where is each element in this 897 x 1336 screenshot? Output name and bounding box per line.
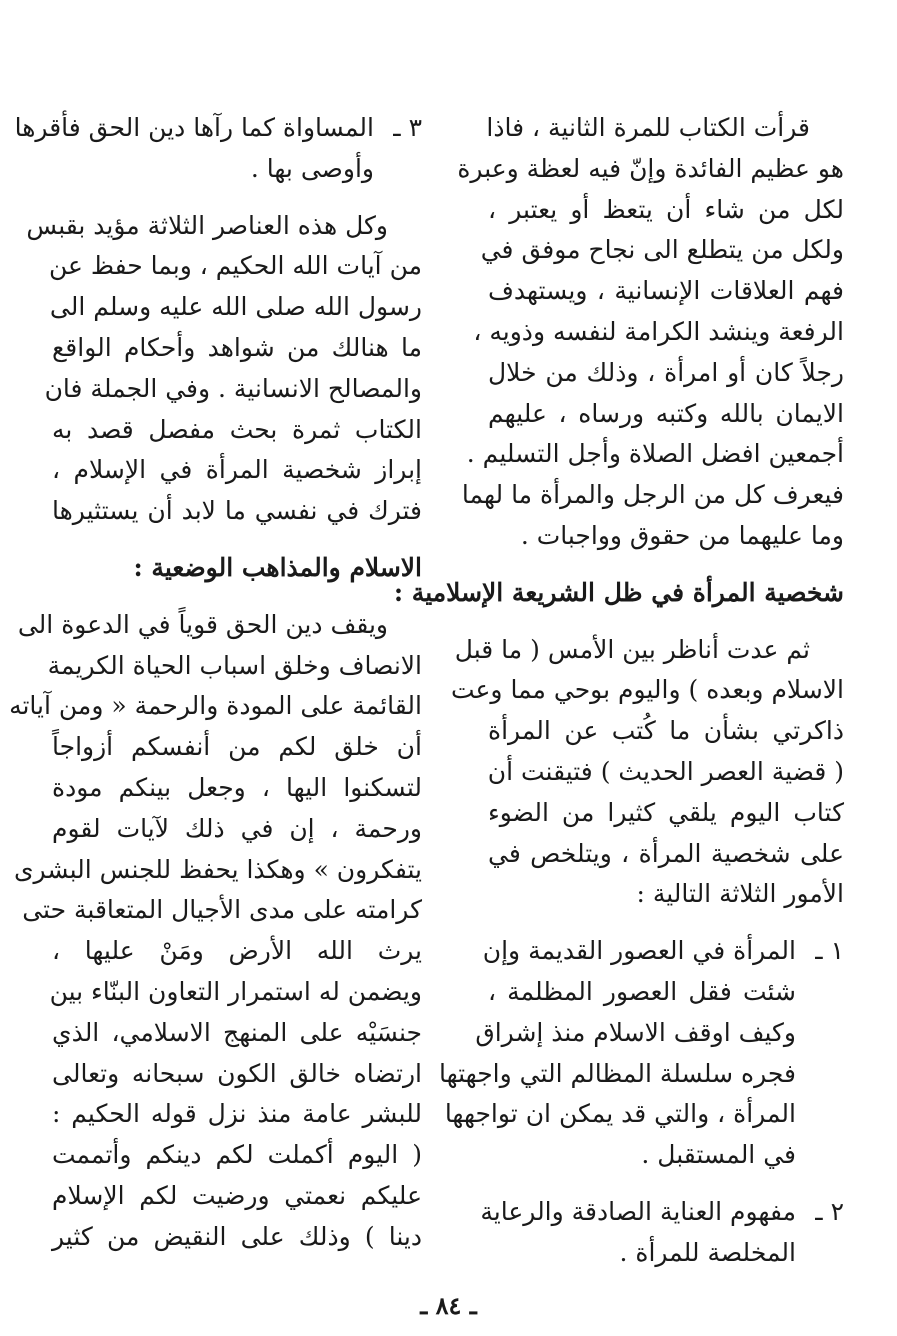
text-line: ارتضاه خالق الكون سبحانه وتعالى [52, 1058, 422, 1088]
text-line: إبراز شخصية المرأة في الإسلام ، [52, 455, 422, 485]
text-line: لكل من شاء أن يتعظ أو يعتبر ، [488, 194, 844, 224]
text-line: مفهوم العناية الصادقة والرعاية [480, 1196, 796, 1226]
text-line: الايمان بالله وكتبه ورساه ، عليهم [488, 398, 844, 428]
left-column [9, 108, 422, 1258]
text-line: شئت فقل العصور المظلمة ، [488, 976, 796, 1006]
text-line: في المستقبل . [641, 1140, 796, 1170]
text-line: ويقف دين الحق قوياً في الدعوة الى [17, 609, 388, 639]
text-line: وأوصى بها . [250, 153, 374, 183]
text-line: المرأة في العصور القديمة وإن [482, 936, 796, 966]
text-line: الرفعة وينشد الكرامة لنفسه وذويه ، [473, 316, 844, 346]
text-line: لتسكنوا اليها ، وجعل بينكم مودة [52, 772, 422, 802]
text-line: وما عليهما من حقوق وواجبات . [520, 520, 844, 550]
list-number: ١ ـ [815, 936, 844, 966]
text-line: ( قضية العصر الحديث ) فتيقنت أن [487, 756, 844, 786]
text-line: ( اليوم أكملت لكم دينكم وأتممت [52, 1140, 422, 1170]
text-line: فترك في نفسي ما لابد أن يستثيرها [52, 496, 422, 526]
text-line: المساواة كما رآها دين الحق فأقرها [14, 113, 374, 142]
text-line: ولكل من يتطلع الى نجاح موفق في [480, 235, 844, 265]
text-line: كتاب اليوم يلقي كثيرا من الضوء [488, 797, 844, 827]
left-para-2 [9, 605, 422, 1258]
list-number: ٣ ـ [393, 113, 422, 142]
text-line: ويضمن له استمرار التعاون البنّاء بين [49, 976, 422, 1006]
list-item-1 [439, 931, 844, 1176]
section-heading: الاسلام والمذاهب الوضعية : [133, 552, 422, 582]
text-line: القائمة على المودة والرحمة « ومن آياته [9, 691, 422, 721]
text-line: أجمعين افضل الصلاة وأجل التسليم . [466, 439, 844, 469]
text-line: جنسَيْه على المنهج الاسلامي، الذي [52, 1017, 422, 1047]
list-number: ٢ ـ [815, 1196, 844, 1226]
text-line: والمصالح الانسانية . وفي الجملة فان [44, 373, 422, 403]
text-line: الأمور الثلاثة التالية : [636, 879, 844, 909]
page-number: ـ ٨٤ ـ [420, 1291, 477, 1320]
text-line: المرأة ، والتي قد يمكن ان تواجهها [444, 1099, 796, 1129]
text-line: من آيات الله الحكيم ، وبما حفظ عن [49, 251, 422, 281]
text-line: فهم العلاقات الإنسانية ، ويستهدف [488, 276, 844, 306]
text-line: وكل هذه العناصر الثلاثة مؤيد بقبس [26, 210, 388, 240]
text-line: ورحمة ، إن في ذلك لآيات لقوم [52, 813, 422, 843]
text-line: عليكم نعمتي ورضيت لكم الإسلام [52, 1180, 422, 1210]
text-line: ذاكرتي بشأن ما كُتب عن المرأة [488, 716, 844, 746]
text-line: هو عظيم الفائدة وإنّ فيه لعظة وعبرة [457, 153, 844, 183]
list-item-3 [14, 108, 422, 190]
text-line: يتفكرون » وهكذا يحفظ للجنس البشرى [13, 854, 422, 884]
text-line: الانصاف وخلق اسباب الحياة الكريمة [47, 650, 422, 680]
text-line: رسول الله صلى الله عليه وسلم الى [49, 292, 422, 322]
text-line: الاسلام وبعده ) واليوم بوحي مما وعت [450, 675, 844, 705]
text-line: ما هنالك من شواهد وأحكام الواقع [52, 332, 422, 362]
text-line: رجلاً كان أو امرأة ، وذلك من خلال [488, 357, 844, 387]
right-para-1 [457, 108, 844, 557]
text-line: كرامته على مدى الأجيال المتعاقبة حتى [22, 895, 422, 925]
text-line: أن خلق لكم من أنفسكم أزواجاً [52, 732, 422, 762]
text-line: على شخصية المرأة ، ويتلخص في [488, 838, 844, 868]
text-line: فيعرف كل من الرجل والمرأة ما لهما [461, 480, 844, 510]
left-para-1 [26, 206, 422, 532]
text-line: للبشر عامة منذ نزل قوله الحكيم : [52, 1099, 422, 1129]
text-line: المخلصة للمرأة . [619, 1237, 796, 1267]
list-item-2 [480, 1192, 844, 1274]
text-line: يرث الله الأرض ومَنْ عليها ، [52, 936, 422, 966]
text-line: قرأت الكتاب للمرة الثانية ، فاذا [486, 113, 810, 142]
right-para-2 [450, 630, 844, 916]
text-line: ثم عدت أناظر بين الأمس ( ما قبل [454, 634, 810, 664]
text-line: الكتاب ثمرة بحث مفصل قصد به [52, 414, 422, 444]
text-line: فجره سلسلة المظالم التي واجهتها [439, 1058, 796, 1088]
text-line: وكيف اوقف الاسلام منذ إشراق [475, 1017, 796, 1047]
text-line: دينا ) وذلك على النقيض من كثير [52, 1221, 422, 1251]
section-heading: شخصية المرأة في ظل الشريعة الإسلامية : [393, 577, 844, 607]
